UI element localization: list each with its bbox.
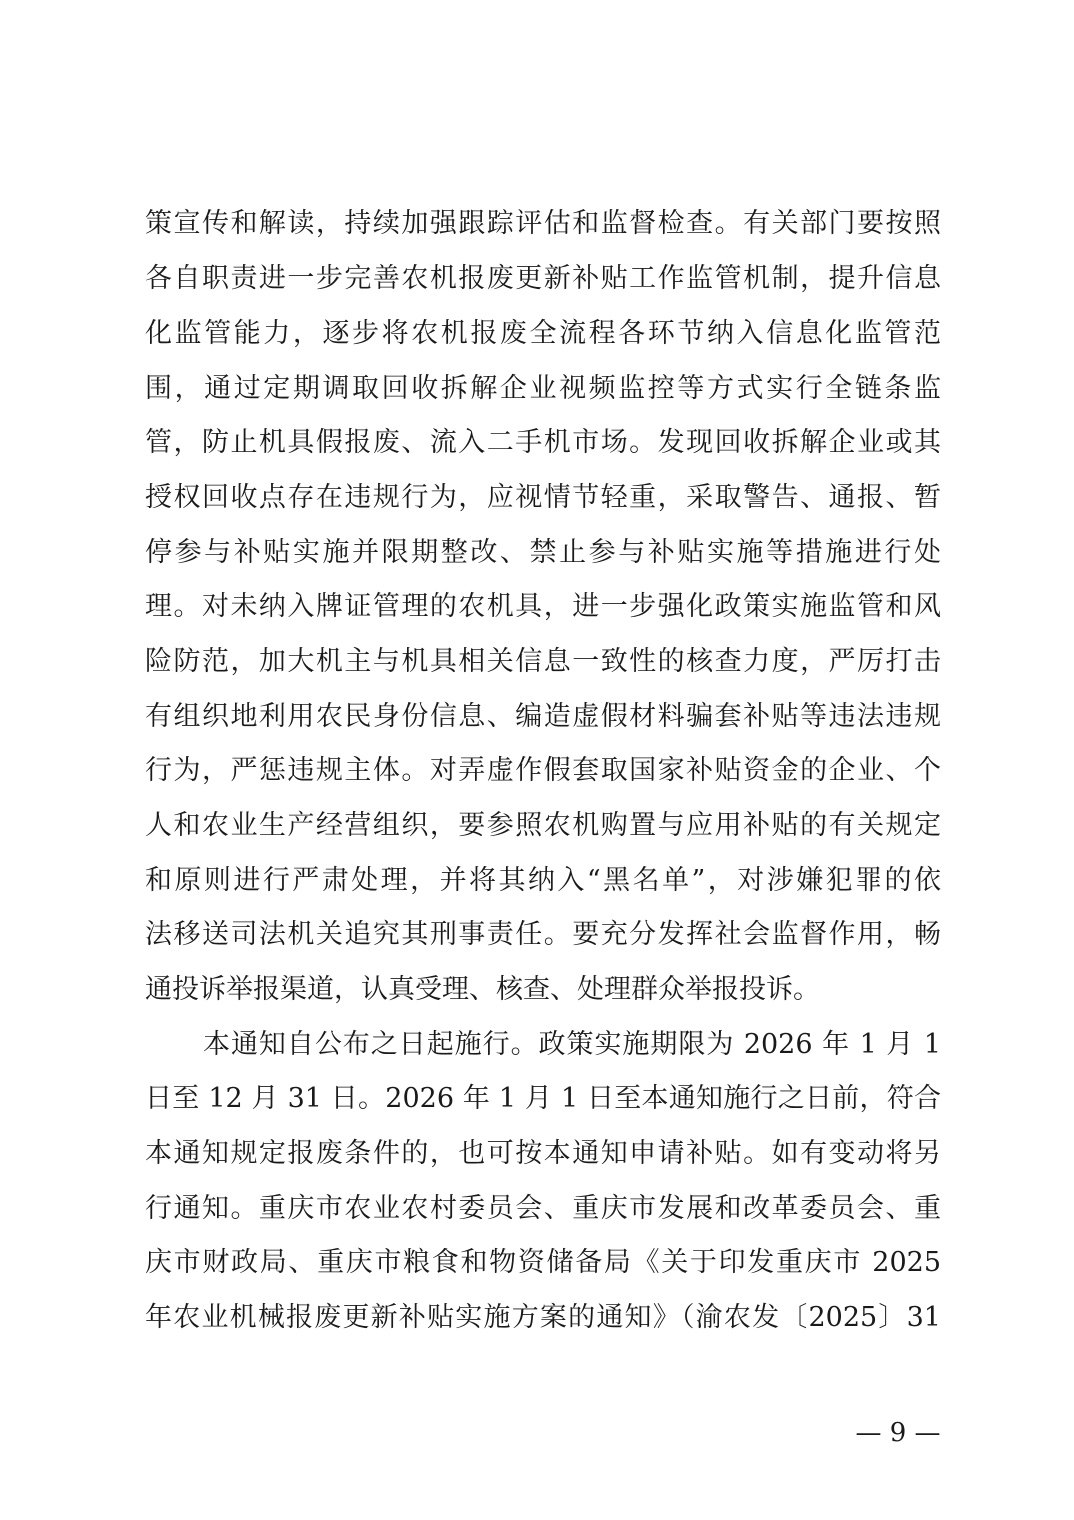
text-line: 停参与补贴实施并限期整改、禁止参与补贴实施等措施进行处 [145,537,941,568]
text-line: 和原则进行严肃处理，并将其纳入“黑名单”，对涉嫌犯罪的依 [145,865,941,896]
text-line: 年农业机械报废更新补贴实施方案的通知》（渝农发〔2025〕31 [145,1302,941,1333]
text-line: 各自职责进一步完善农机报废更新补贴工作监管机制，提升信息 [145,263,941,294]
text-line: 人和农业生产经营组织，要参照农机购置与应用补贴的有关规定 [145,810,941,841]
text-line: 行为，严惩违规主体。对弄虚作假套取国家补贴资金的企业、个 [145,755,941,786]
text-line: 授权回收点存在违规行为，应视情节轻重，采取警告、通报、暂 [145,482,941,513]
page-number: — 9 — [855,1418,941,1448]
text-line: 通投诉举报渠道，认真受理、核查、处理群众举报投诉。 [145,974,820,1005]
text-line: 管，防止机具假报废、流入二手机市场。发现回收拆解企业或其 [145,427,941,458]
text-line: 化监管能力，逐步将农机报废全流程各环节纳入信息化监管范 [145,318,941,349]
text-line: 围，通过定期调取回收拆解企业视频监控等方式实行全链条监 [145,373,941,404]
text-line: 策宣传和解读，持续加强跟踪评估和监督检查。有关部门要按照 [145,208,941,239]
text-line: 庆市财政局、重庆市粮食和物资储备局《关于印发重庆市 2025 [145,1247,941,1278]
text-line: 理。对未纳入牌证管理的农机具，进一步强化政策实施监管和风 [145,591,941,622]
text-line: 本通知自公布之日起施行。政策实施期限为 2026 年 1 月 1 [203,1029,941,1060]
text-line: 有组织地利用农民身份信息、编造虚假材料骗套补贴等违法违规 [145,701,941,732]
text-line: 日至 12 月 31 日。2026 年 1 月 1 日至本通知施行之日前，符合 [145,1083,941,1114]
text-line: 法移送司法机关追究其刑事责任。要充分发挥社会监督作用，畅 [145,919,941,950]
text-line: 本通知规定报废条件的，也可按本通知申请补贴。如有变动将另 [145,1138,941,1169]
text-line: 险防范，加大机主与机具相关信息一致性的核查力度，严厉打击 [145,646,941,677]
text-line: 行通知。重庆市农业农村委员会、重庆市发展和改革委员会、重 [145,1193,941,1224]
